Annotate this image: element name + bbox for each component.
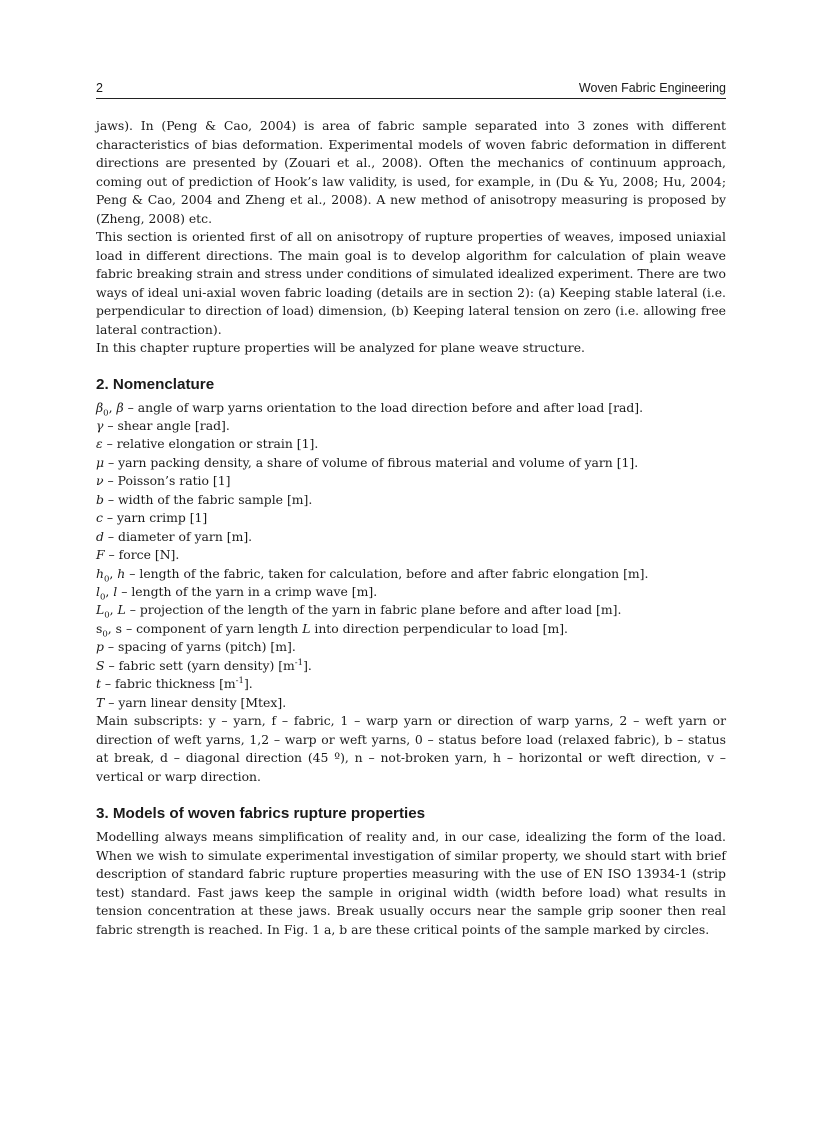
page-number: 2: [96, 81, 103, 95]
nomenclature-item: d – diameter of yarn [m].: [96, 528, 253, 544]
nomenclature-item: ε – relative elongation or strain [1].: [96, 436, 319, 452]
nomenclature-item: $h_0$, h – length of the fabric, taken for calculation, before and after fabric elongation [m].: [96, 565, 649, 585]
nomenclature-item: $s_0$, s – component of yarn length L into direction perpendicular to load [m].: [96, 620, 568, 640]
nomenclature-item: γ – shear angle [rad].: [96, 417, 230, 433]
nomenclature-item: $L_0$, L – projection of the length of the yarn in fabric plane before and after load [m].: [96, 602, 622, 621]
book-title: Woven Fabric Engineering: [578, 81, 726, 95]
nomenclature-item: T – yarn linear density [Mtex].: [96, 694, 287, 710]
nomenclature-item: F – force [N].: [96, 547, 180, 563]
nomenclature-item: t – fabric thickness $[m^{-1}]$.: [96, 676, 253, 692]
nomenclature-item: $\beta_0$, β – angle of warp yarns orientation to the load direction before and after load [rad].: [96, 399, 644, 418]
intro-paragraph-3: In this chapter rupture properties will be analyzed for plane weave structure.: [96, 340, 585, 355]
section-heading-nomenclature: 2. Nomenclature: [96, 375, 215, 393]
nomenclature-item: b – width of the fabric sample [m].: [96, 491, 313, 507]
subscripts-paragraph: Main subscripts: y – yarn, f – fabric, 1 – warp yarn or direction of warp yarns, 2 – weft yarn or direction of weft yarns, 1,2 – warp or weft yarns, 0 – status before load (relaxed fabric), b – status at break, d – diagonal direction (45 º), n – not-broken yarn, h – horizontal or weft direction, v – vertical or warp direction.: [96, 713, 726, 784]
nomenclature-item: c – yarn crimp [1]: [96, 510, 208, 526]
running-header: [96, 80, 726, 99]
nomenclature-list: [96, 399, 726, 713]
nomenclature-item: ν – Poisson’s ratio [1]: [96, 473, 231, 489]
intro-paragraph-2: This section is oriented first of all on anisotropy of rupture properties of weaves, imposed uniaxial load in different directions. The main goal is to develop algorithm for calculation of plain weave fabric breaking strain and stress under conditions of simulated idealized experiment. There are two ways of ideal uni-axial woven fabric loading (details are in section 2): (a) Keeping stable lateral (i.e. perpendicular to direction of load) dimension, (b) Keeping lateral tension on zero (i.e. allowing free lateral contraction).: [96, 229, 726, 337]
nomenclature-item: μ – yarn packing density, a share of volume of fibrous material and volume of yarn [1].: [96, 454, 639, 470]
nomenclature-item: $l_0$, l – length of the yarn in a crimp wave [m].: [96, 584, 378, 603]
nomenclature-item: p – spacing of yarns (pitch) [m].: [96, 639, 296, 655]
models-paragraph: Modelling always means simplification of reality and, in our case, idealizing the form of the load. When we wish to simulate experimental investigation of similar property, we should start with brief description of standard fabric rupture properties measuring with the use of EN ISO 13934-1 (strip test) standard. Fast jaws keep the sample in original width (width before load) what results in tension concentration at these jaws. Break usually occurs near the sample grip sooner then real fabric strength is reached. In Fig. 1 a, b are these critical points of the sample marked by circles.: [96, 829, 726, 937]
page-body: [96, 117, 726, 939]
nomenclature-item: S – fabric sett (yarn density) $[m^{-1}]$.: [96, 657, 312, 673]
section-heading-models: 3. Models of woven fabrics rupture properties: [96, 805, 426, 823]
intro-paragraph-1: jaws). In (Peng & Cao, 2004) is area of fabric sample separated into 3 zones with different characteristics of bias deformation. Experimental models of woven fabric deformation in different directions are presented by (Zouari et al., 2008). Often the mechanics of continuum approach, coming out of prediction of Hook’s law validity, is used, for example, in (Du & Yu, 2008; Hu, 2004; Peng & Cao, 2004 and Zheng et al., 2008). A new method of anisotropy measuring is proposed by (Zheng, 2008) etc.: [96, 118, 726, 226]
